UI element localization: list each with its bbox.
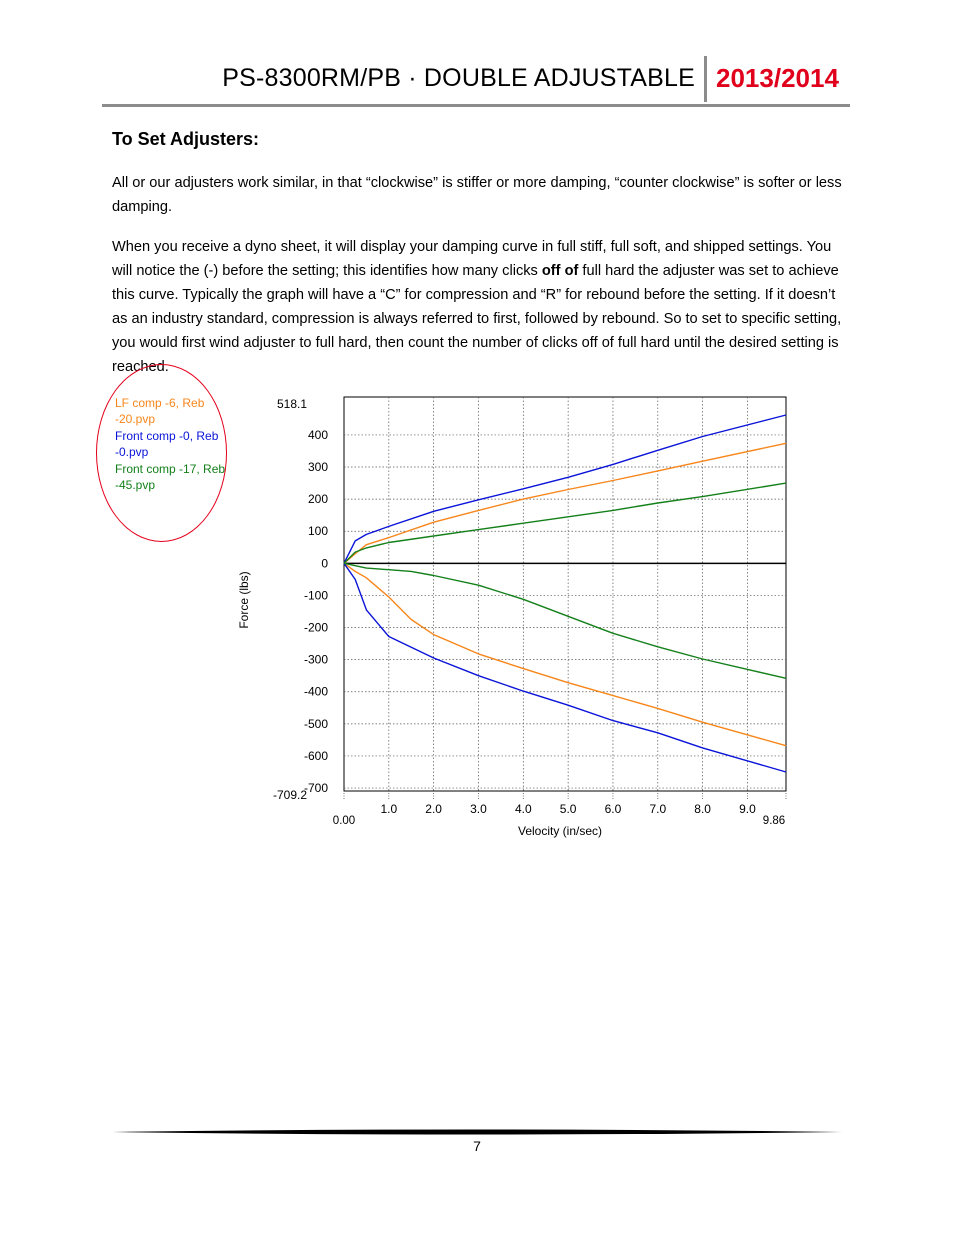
page-number: 7 xyxy=(473,1138,481,1154)
paragraph-2-part-a: When you receive a dyno sheet, it will display your damping curve in full stiff, full soft, and shipped settings. You will notice the (-) before the setting; this identifies how many clicks xyxy=(112,239,832,279)
series-line-compression xyxy=(344,415,786,563)
header-title: PS-8300RM/PB · DOUBLE ADJUSTABLE xyxy=(222,64,695,92)
footer-rule xyxy=(112,1128,842,1136)
y-tick-label: -300 xyxy=(303,652,328,667)
paragraph-2-bold: off of xyxy=(541,263,579,279)
paragraph-1: All or our adjusters work similar, in that “clockwise” is stiffer or more damping, “counter clockwise” is softer or less damping. xyxy=(112,175,842,215)
y-tick-label: -200 xyxy=(303,620,328,635)
series-line-compression xyxy=(344,443,786,563)
x-min-label: 0.00 xyxy=(332,815,356,827)
y-min-label: -709.2 xyxy=(272,788,307,802)
y-tick-label: 400 xyxy=(307,427,328,442)
y-tick-label: 0 xyxy=(321,556,328,571)
y-tick-label: 100 xyxy=(307,524,328,539)
x-tick-label: 6.0 xyxy=(604,802,622,816)
y-tick-label: -100 xyxy=(303,588,328,603)
legend-entry-front-0: Front comp -0, Reb -0.pvp xyxy=(115,429,219,459)
y-tick-label: -500 xyxy=(303,716,328,731)
header-year: 2013/2014 xyxy=(716,63,839,93)
series-line-compression xyxy=(344,483,786,563)
legend-entry-lf: LF comp -6, Reb -20.pvp xyxy=(115,396,205,426)
y-axis-title: Force (lbs) xyxy=(237,571,251,629)
x-axis-title: Velocity (in/sec) xyxy=(517,824,603,838)
x-tick-label: 5.0 xyxy=(559,802,577,816)
x-tick-label: 7.0 xyxy=(649,802,667,816)
series-line-rebound xyxy=(344,563,786,678)
y-tick-label: -600 xyxy=(303,748,328,763)
x-tick-label: 2.0 xyxy=(425,802,442,816)
x-tick-label: 8.0 xyxy=(694,802,711,816)
x-max-label: 9.86 xyxy=(762,815,786,827)
x-tick-label: 1.0 xyxy=(380,802,398,816)
section-heading: To Set Adjusters: xyxy=(112,129,260,149)
y-tick-label: 200 xyxy=(307,492,328,507)
y-tick-label: 300 xyxy=(307,460,328,475)
legend-highlight-circle xyxy=(96,364,227,542)
x-tick-label: 9.0 xyxy=(739,802,756,816)
series-line-rebound xyxy=(344,563,786,745)
series-line-rebound xyxy=(344,563,786,772)
y-tick-label: -700 xyxy=(303,781,328,796)
y-tick-label: -400 xyxy=(303,684,328,699)
legend-entry-front-17: Front comp -17, Reb -45.pvp xyxy=(115,462,226,492)
paragraph-2-part-b: full hard the adjuster was set to achieve this curve. Typically the graph will have a “C” for compression and “R” for rebound before the setting. If it doesn’t as an industry standard, compression is always referred to first, followed by rebound. So to set to specific setting, you would first wind adjuster to full hard, then count the number of clicks off of full hard until the desired setting is reached. xyxy=(112,263,842,375)
plot-frame xyxy=(344,397,786,791)
x-tick-label: 4.0 xyxy=(514,802,532,816)
x-tick-label: 3.0 xyxy=(470,802,487,816)
y-max-label: 518.1 xyxy=(276,397,307,411)
